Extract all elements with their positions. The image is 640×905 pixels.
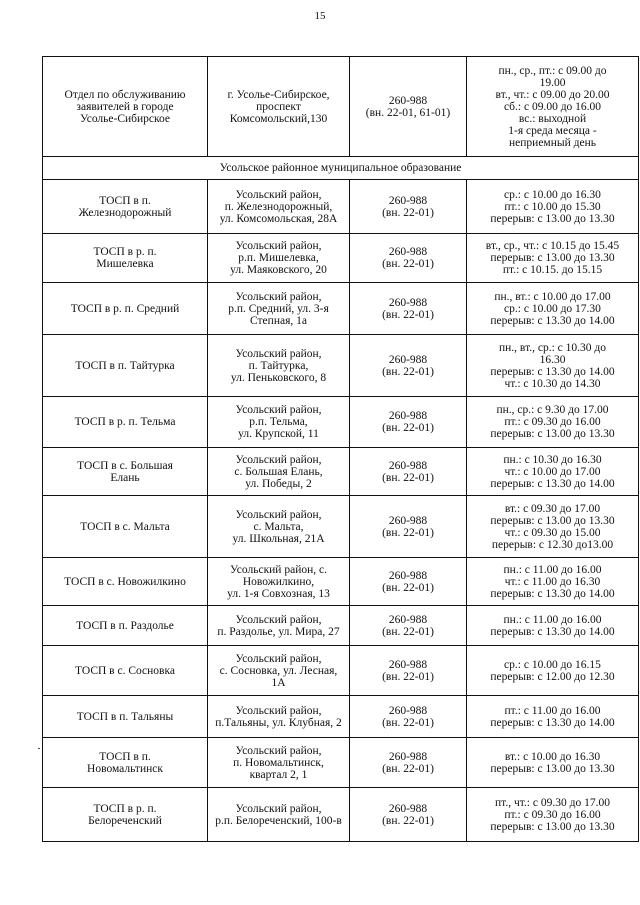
- department-cell: ТОСП в с. Мальта: [43, 496, 208, 558]
- address-cell: Усольский район, п. Раздолье, ул. Мира, 27: [208, 606, 350, 646]
- office-schedule-table: [42, 56, 639, 842]
- hours-cell: пн.: с 11.00 до 16.00 чт.: с 11.00 до 16.30 перерыв: с 13.30 до 14.00: [467, 558, 639, 606]
- address-cell: Усольский район, р.п. Белореченский, 100-в: [208, 788, 350, 842]
- address-cell: Усольский район, с. Большая Елань, ул. Победы, 2: [208, 448, 350, 496]
- hours-cell: ср.: с 10.00 до 16.30 пт.: с 10.00 до 15.30 перерыв: с 13.00 до 13.30: [467, 180, 639, 234]
- page-number: 15: [314, 10, 326, 22]
- department-cell: ТОСП в п. Тальяны: [43, 696, 208, 738]
- hours-cell: пн., ср.: с 9.30 до 17.00 пт.: с 09.30 до 16.00 перерыв: с 13.00 до 13.30: [467, 397, 639, 448]
- phone-cell: 260-988 (вн. 22-01): [350, 606, 467, 646]
- table-row: [43, 558, 639, 606]
- section-title: Усольское районное муниципальное образование: [43, 157, 639, 180]
- address-cell: Усольский район, р.п. Мишелевка, ул. Маяковского, 20: [208, 234, 350, 283]
- department-cell: ТОСП в п. Тайтурка: [43, 335, 208, 397]
- phone-cell: 260-988 (вн. 22-01): [350, 448, 467, 496]
- section-row: [43, 157, 639, 180]
- department-cell: ТОСП в с. Сосновка: [43, 646, 208, 696]
- department-cell: ТОСП в р. п. Средний: [43, 283, 208, 335]
- address-cell: Усольский район, с. Новожилкино, ул. 1-я Совхозная, 13: [208, 558, 350, 606]
- department-cell: ТОСП в п. Железнодорожный: [43, 180, 208, 234]
- table-row: [43, 696, 639, 738]
- scan-mark: [38, 748, 40, 749]
- phone-cell: 260-988 (вн. 22-01): [350, 696, 467, 738]
- address-cell: Усольский район, п. Железнодорожный, ул. Комсомольская, 28А: [208, 180, 350, 234]
- table-row: [43, 335, 639, 397]
- address-cell: Усольский район, с. Сосновка, ул. Лесная, 1А: [208, 646, 350, 696]
- phone-cell: 260-988 (вн. 22-01): [350, 283, 467, 335]
- hours-cell: ср.: с 10.00 до 16.15 перерыв: с 12.00 до 12.30: [467, 646, 639, 696]
- department-cell: ТОСП в с. Большая Елань: [43, 448, 208, 496]
- table-row: [43, 738, 639, 788]
- phone-cell: 260-988 (вн. 22-01): [350, 788, 467, 842]
- department-cell: ТОСП в п. Новомальтинск: [43, 738, 208, 788]
- phone-cell: 260-988 (вн. 22-01): [350, 397, 467, 448]
- hours-cell: пн., вт.: с 10.00 до 17.00 ср.: с 10.00 до 17.30 перерыв: с 13.30 до 14.00: [467, 283, 639, 335]
- department-cell: ТОСП в р. п. Белореченский: [43, 788, 208, 842]
- hours-cell: пн.: с 11.00 до 16.00 перерыв: с 13.30 до 14.00: [467, 606, 639, 646]
- hours-cell: пн., вт., ср.: с 10.30 до 16.30 перерыв: с 13.30 до 14.00 чт.: с 10.30 до 14.30: [467, 335, 639, 397]
- department-cell: ТОСП в р. п. Мишелевка: [43, 234, 208, 283]
- address-cell: г. Усолье-Сибирское, проспект Комсомольский,130: [208, 57, 350, 157]
- phone-cell: 260-988 (вн. 22-01): [350, 738, 467, 788]
- table-row: [43, 496, 639, 558]
- hours-cell: пн., ср., пт.: с 09.00 до 19.00 вт., чт.: с 09.00 до 20.00 сб.: с 09.00 до 16.00 вс.: выходной 1-я среда месяца - неприемный день: [467, 57, 639, 157]
- table-row: [43, 180, 639, 234]
- hours-cell: вт.: с 09.30 до 17.00 перерыв: с 13.00 до 13.30 чт.: с 09.30 до 15.00 перерыв: с 12.30 до13.00: [467, 496, 639, 558]
- table-row: [43, 57, 639, 157]
- table-row: [43, 606, 639, 646]
- address-cell: Усольский район, с. Мальта, ул. Школьная, 21А: [208, 496, 350, 558]
- hours-cell: пт.: с 11.00 до 16.00 перерыв: с 13.30 до 14.00: [467, 696, 639, 738]
- address-cell: Усольский район, п. Тайтурка, ул. Пеньковского, 8: [208, 335, 350, 397]
- table-row: [43, 397, 639, 448]
- department-cell: ТОСП в с. Новожилкино: [43, 558, 208, 606]
- hours-cell: пт., чт.: с 09.30 до 17.00 пт.: с 09.30 до 16.00 перерыв: с 13.00 до 13.30: [467, 788, 639, 842]
- hours-cell: пн.: с 10.30 до 16.30 чт.: с 10.00 до 17.00 перерыв: с 13.30 до 14.00: [467, 448, 639, 496]
- phone-cell: 260-988 (вн. 22-01): [350, 335, 467, 397]
- hours-cell: вт., ср., чт.: с 10.15 до 15.45 перерыв: с 13.00 до 13.30 пт.: с 10.15. до 15.15: [467, 234, 639, 283]
- phone-cell: 260-988 (вн. 22-01): [350, 558, 467, 606]
- address-cell: Усольский район, п.Тальяны, ул. Клубная, 2: [208, 696, 350, 738]
- phone-cell: 260-988 (вн. 22-01): [350, 496, 467, 558]
- department-cell: ТОСП в п. Раздолье: [43, 606, 208, 646]
- phone-cell: 260-988 (вн. 22-01): [350, 234, 467, 283]
- address-cell: Усольский район, р.п. Тельма, ул. Крупской, 11: [208, 397, 350, 448]
- address-cell: Усольский район, п. Новомальтинск, квартал 2, 1: [208, 738, 350, 788]
- hours-cell: вт.: с 10.00 до 16.30 перерыв: с 13.00 до 13.30: [467, 738, 639, 788]
- department-cell: Отдел по обслуживанию заявителей в городе Усолье-Сибирское: [43, 57, 208, 157]
- table-row: [43, 788, 639, 842]
- phone-cell: 260-988 (вн. 22-01, 61-01): [350, 57, 467, 157]
- table-row: [43, 646, 639, 696]
- address-cell: Усольский район, р.п. Средний, ул. 3-я Степная, 1а: [208, 283, 350, 335]
- table-row: [43, 234, 639, 283]
- phone-cell: 260-988 (вн. 22-01): [350, 646, 467, 696]
- phone-cell: 260-988 (вн. 22-01): [350, 180, 467, 234]
- department-cell: ТОСП в р. п. Тельма: [43, 397, 208, 448]
- table-row: [43, 283, 639, 335]
- table-row: [43, 448, 639, 496]
